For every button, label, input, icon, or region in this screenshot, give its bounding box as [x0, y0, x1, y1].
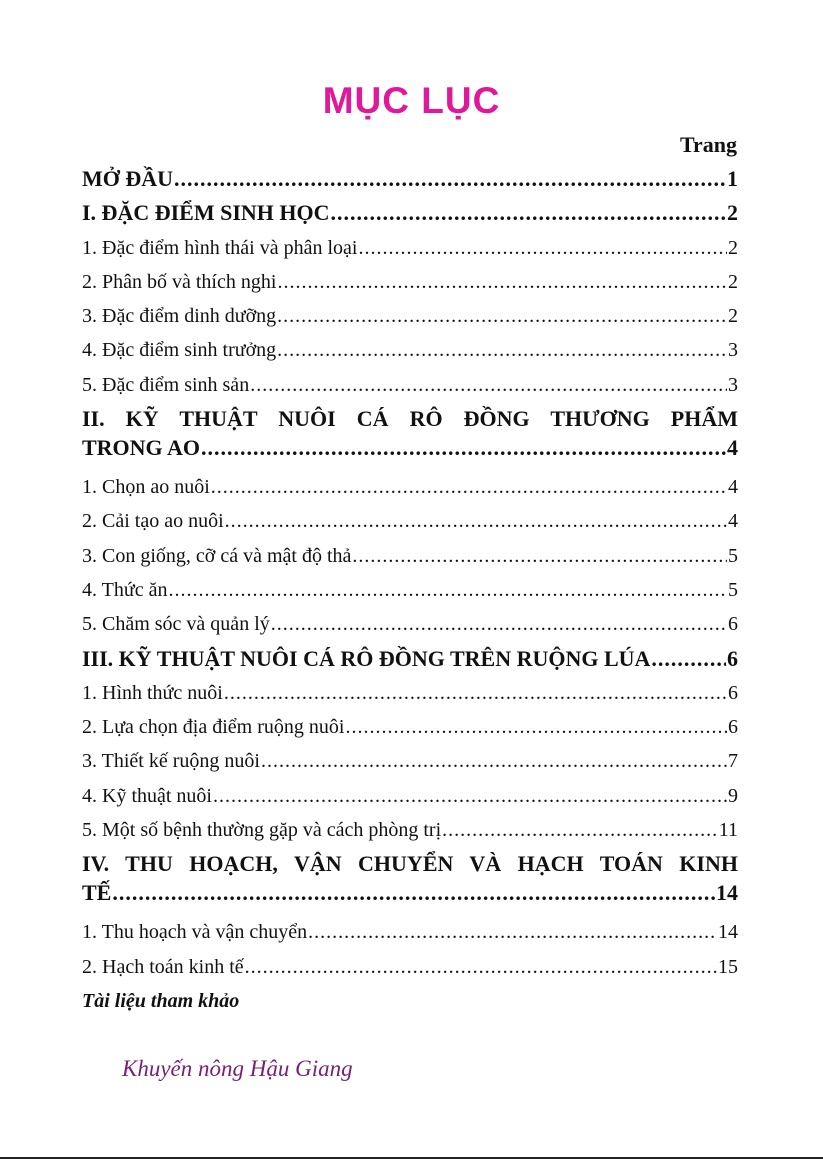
- toc-entry-label: II. KỸ THUẬT NUÔI CÁ RÔ ĐỒNG THƯƠNG PHẨM: [82, 406, 738, 432]
- toc-entry-label: 2. Phân bố và thích nghi: [82, 270, 277, 293]
- toc-entry-label-continued: TẾ: [82, 880, 112, 906]
- leader-dots: [331, 200, 726, 226]
- toc-entry-label: 3. Thiết kế ruộng nuôi: [82, 750, 260, 773]
- toc-entry: [82, 783, 738, 817]
- table-of-contents: [82, 166, 738, 1022]
- footer-credit: Khuyến nông Hậu Giang: [122, 1056, 353, 1081]
- leader-dots: [245, 954, 717, 980]
- toc-entry-page: 6: [728, 681, 738, 704]
- leader-dots: [250, 372, 727, 398]
- toc-entry-label-continued: TRONG AO: [82, 435, 200, 461]
- toc-entry-page: 2: [728, 236, 738, 259]
- leader-dots: [168, 577, 727, 603]
- toc-entry-label: I. ĐẶC ĐIỂM SINH HỌC: [82, 200, 330, 226]
- leader-dots: [201, 435, 726, 461]
- leader-dots: [174, 166, 726, 192]
- toc-entry-label: 4. Thức ăn: [82, 578, 168, 601]
- leader-dots: [277, 303, 727, 329]
- toc-entry-page: 11: [718, 819, 738, 842]
- toc-entry: [82, 680, 738, 714]
- toc-entry-label: 5. Chăm sóc và quản lý: [82, 613, 270, 636]
- toc-entry-page: 5: [728, 578, 738, 601]
- toc-entry-page: 2: [727, 200, 738, 226]
- toc-entry: [82, 406, 738, 474]
- bottom-rule: [0, 1157, 823, 1159]
- toc-entry-page: 3: [728, 339, 738, 362]
- toc-entry-label: 3. Đặc điểm dinh dưỡng: [82, 305, 277, 328]
- toc-entry-label: 4. Đặc điểm sinh trưởng: [82, 339, 277, 362]
- toc-entry: [82, 269, 738, 303]
- toc-entry-page: 3: [728, 373, 738, 396]
- leader-dots: [277, 337, 727, 363]
- toc-entry-page: 7: [728, 750, 738, 773]
- page-column-header: Trang: [679, 132, 737, 157]
- toc-entry-page: 15: [718, 955, 738, 978]
- leader-dots: [352, 543, 727, 569]
- toc-entry-page: 6: [728, 716, 738, 739]
- toc-entry-page: 2: [728, 305, 738, 328]
- leader-dots: [225, 508, 727, 534]
- leader-dots: [261, 748, 727, 774]
- toc-entry-label: 1. Hình thức nuôi: [82, 681, 223, 704]
- leader-dots: [271, 611, 727, 637]
- toc-entry: [82, 748, 738, 782]
- toc-entry: [82, 474, 738, 508]
- page-title: MỤC LỤC: [322, 80, 501, 121]
- toc-entry-page: 1: [727, 166, 738, 191]
- leader-dots: [358, 235, 727, 261]
- toc-entry: [82, 166, 738, 200]
- toc-entry: [82, 817, 738, 851]
- toc-entry-page: 9: [728, 784, 738, 807]
- references-label: Tài liệu tham khảo: [82, 989, 240, 1012]
- toc-entry-label: IV. THU HOẠCH, VẬN CHUYỂN VÀ HẠCH TOÁN KINH: [82, 851, 738, 877]
- toc-entry-page: 4: [728, 510, 738, 533]
- toc-entry: [82, 337, 738, 371]
- leader-dots: [211, 474, 727, 500]
- toc-entry-label: III. KỸ THUẬT NUÔI CÁ RÔ ĐỒNG TRÊN RUỘNG LÚA: [82, 645, 651, 671]
- toc-entry-page: 4: [727, 435, 738, 461]
- leader-dots: [442, 817, 718, 843]
- toc-entry-page: 14: [716, 880, 738, 906]
- toc-entry: [82, 577, 738, 611]
- toc-entry: [82, 372, 738, 406]
- toc-entry: [82, 200, 738, 234]
- toc-entry: [82, 543, 738, 577]
- toc-entry-label: 1. Thu hoạch và vận chuyển: [82, 921, 308, 944]
- toc-entry-label: 2. Hạch toán kinh tế: [82, 955, 244, 978]
- toc-entry-label: MỞ ĐẦU: [82, 166, 174, 191]
- toc-entry-page: 6: [728, 613, 738, 636]
- toc-entry-page: 6: [727, 645, 738, 671]
- toc-entry: [82, 714, 738, 748]
- leader-dots: [651, 646, 726, 672]
- toc-entry-page: 5: [728, 544, 738, 567]
- toc-entry: [82, 646, 738, 680]
- toc-entry: [82, 919, 738, 953]
- toc-entry: [82, 235, 738, 269]
- toc-entry-page: 14: [718, 921, 738, 944]
- leader-dots: [345, 714, 727, 740]
- toc-entry-label: 1. Đặc điểm hình thái và phân loại: [82, 236, 358, 259]
- toc-entry-label: 3. Con giống, cỡ cá và mật độ thả: [82, 544, 352, 567]
- toc-entry-label: 5. Một số bệnh thường gặp và cách phòng trị: [82, 819, 442, 842]
- toc-entry-label: 2. Cải tạo ao nuôi: [82, 510, 224, 533]
- toc-entry: [82, 954, 738, 988]
- toc-entry: [82, 611, 738, 645]
- leader-dots: [308, 919, 717, 945]
- toc-entry: [82, 851, 738, 919]
- toc-entry: [82, 508, 738, 542]
- leader-dots: [277, 269, 727, 295]
- leader-dots: [112, 880, 715, 906]
- toc-entry-page: 2: [728, 270, 738, 293]
- leader-dots: [213, 783, 727, 809]
- toc-entry-label: 1. Chọn ao nuôi: [82, 476, 210, 499]
- toc-entry-page: 4: [728, 476, 738, 499]
- toc-entry-label: 4. Kỹ thuật nuôi: [82, 784, 212, 807]
- toc-entry-label: 5. Đặc điểm sinh sản: [82, 373, 250, 396]
- toc-entry-label: 2. Lựa chọn địa điểm ruộng nuôi: [82, 716, 345, 739]
- leader-dots: [224, 680, 727, 706]
- toc-entry: [82, 303, 738, 337]
